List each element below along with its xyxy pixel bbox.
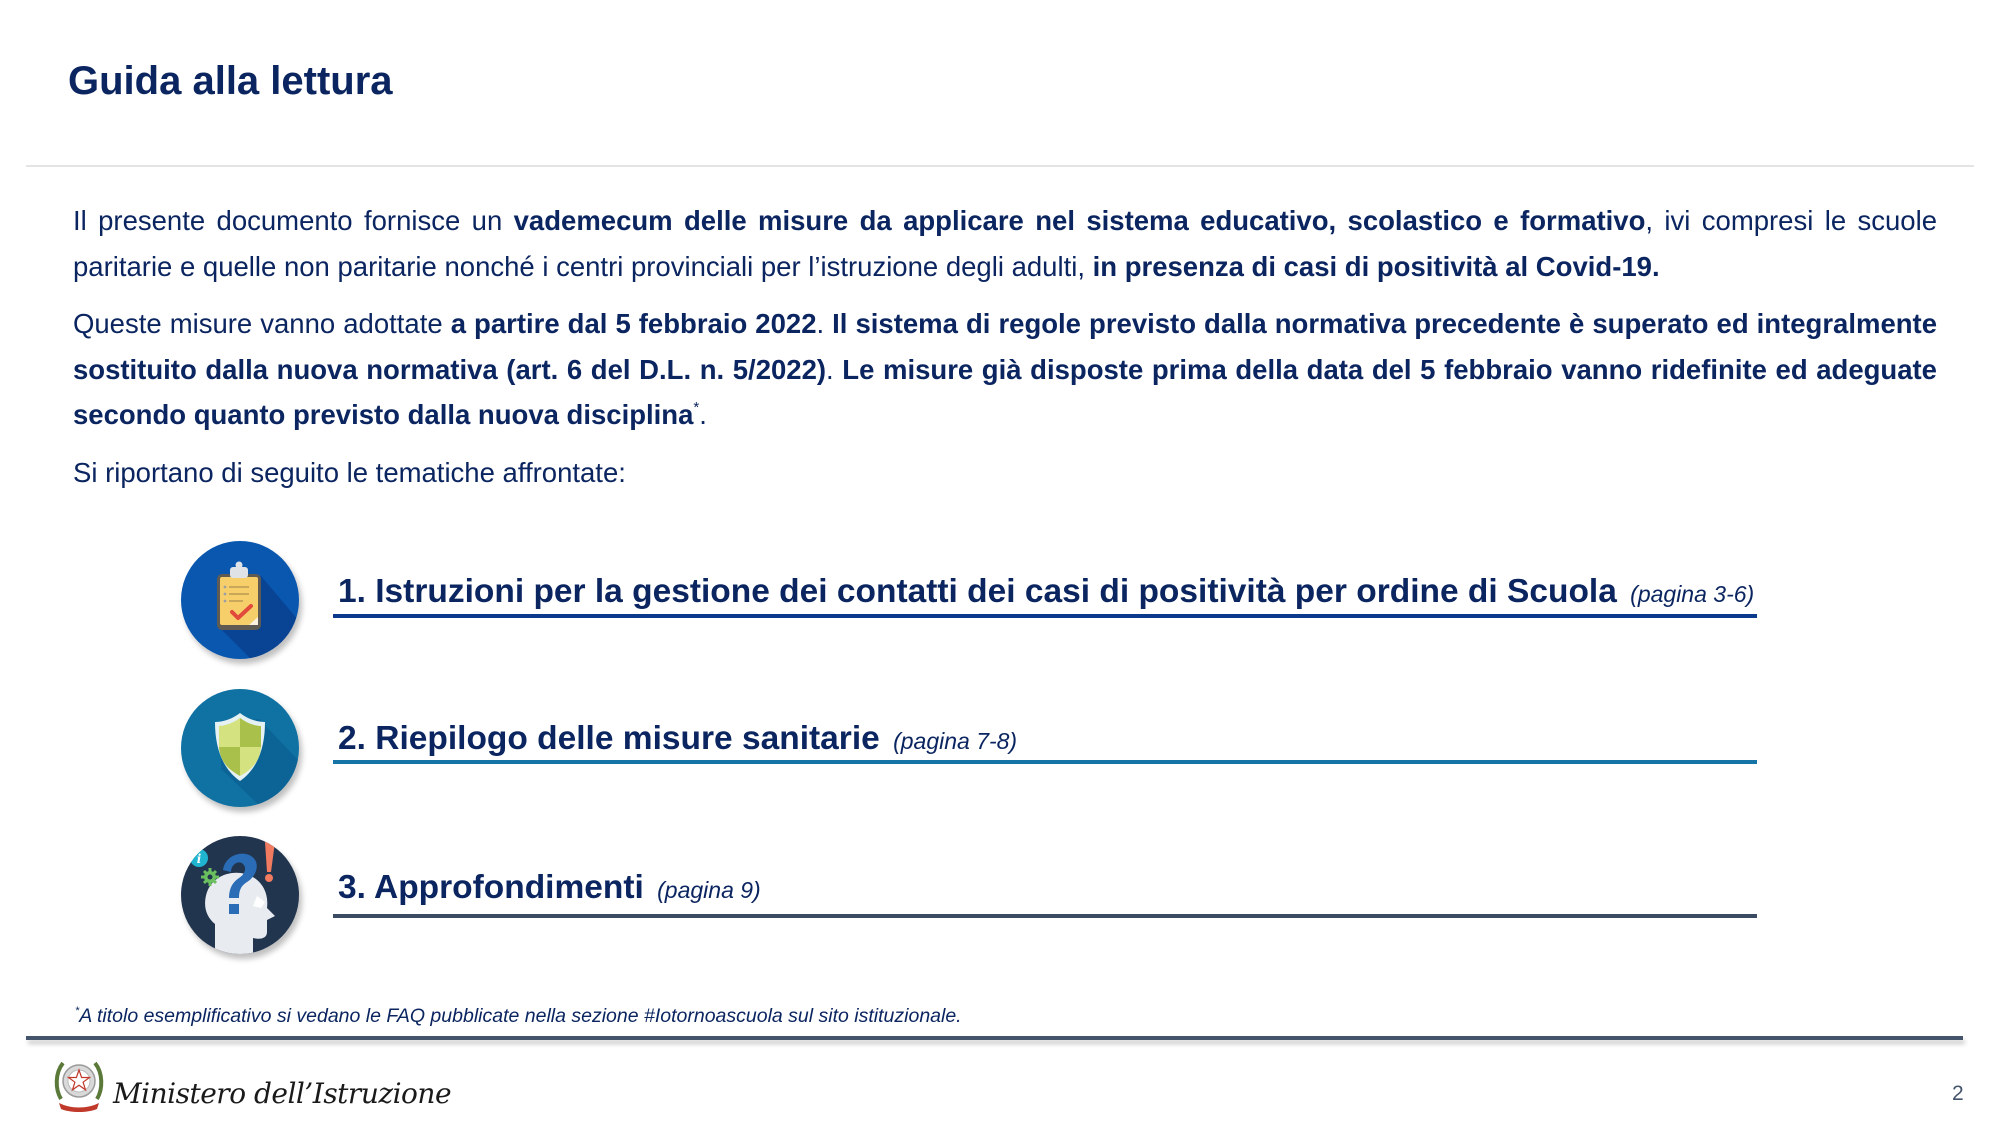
page-number: 2	[1952, 1082, 1964, 1105]
text-span: .	[816, 308, 833, 339]
footnote-text: A titolo esemplificativo si vedano le FAQ pubblicate nella sezione #Iotornoascuola sul sito istituzionale.	[79, 1005, 962, 1027]
footnote-marker: *	[75, 1005, 80, 1017]
topic-2-link[interactable]	[338, 719, 1017, 761]
topic-1-underline	[333, 614, 1757, 618]
topic-1-link[interactable]	[338, 572, 1754, 614]
topic-3-title: 3. Approfondimenti	[338, 869, 644, 906]
bold-text-span: Le misure già disposte prima della data del 5 febbraio vanno ridefinite ed adeguate secondo quanto previsto dalla nuova disciplina	[73, 353, 1937, 430]
intro-paragraph-2	[73, 301, 1937, 438]
text-span: .	[826, 353, 843, 385]
topic-1-title: 1. Istruzioni per la gestione dei contatti dei casi di positività per ordine di Scuola	[338, 573, 1617, 610]
svg-text:i: i	[196, 852, 202, 866]
text-span: Queste misure vanno adottate	[73, 308, 451, 339]
title-separator	[26, 165, 1974, 167]
head-question-icon	[181, 836, 299, 954]
text-span: Il presente documento fornisce un	[73, 205, 514, 236]
topic-2-underline	[333, 760, 1757, 764]
footnote	[75, 1005, 962, 1028]
topic-2-title: 2. Riepilogo delle misure sanitarie	[338, 720, 880, 757]
page-title: Guida alla lettura	[68, 59, 393, 103]
topic-1-pages: (pagina 3-6)	[1630, 581, 1755, 607]
shield-icon	[181, 689, 299, 807]
topic-3-link[interactable]	[338, 868, 761, 910]
topic-3-underline	[333, 914, 1757, 918]
bold-text-span: vademecum delle misure da applicare nel sistema educativo, scolastico e formativo	[513, 205, 1646, 236]
footnote-marker: *	[693, 399, 700, 416]
intro-paragraph-3: Si riportano di seguito le tematiche affrontate:	[73, 456, 626, 488]
italian-republic-emblem-icon	[53, 1055, 105, 1113]
clipboard-check-icon	[181, 541, 299, 659]
bold-text-span: in presenza di casi di positività al Covid-19.	[1092, 250, 1660, 282]
bold-text-span: a partire dal 5 febbraio 2022	[450, 308, 817, 339]
footer-divider	[26, 1036, 1963, 1040]
bold-text-span: Il sistema di regole previsto dalla normativa precedente è superato ed integralmente sostituito dalla nuova normativa (art. 6 del D.L. n. 5/2022)	[73, 308, 1937, 385]
intro-text	[73, 198, 1937, 507]
topic-2-pages: (pagina 7-8)	[893, 728, 1018, 754]
topic-3-pages: (pagina 9)	[657, 877, 761, 903]
text-span: .	[699, 399, 707, 430]
ministry-logo-text: Ministero dell’Istruzione	[113, 1077, 452, 1110]
intro-paragraph-1	[73, 198, 1937, 289]
text-span: , ivi compresi le scuole paritarie e quelle non paritarie nonché i centri provinciali per l’istruzione degli adulti,	[73, 205, 1938, 282]
